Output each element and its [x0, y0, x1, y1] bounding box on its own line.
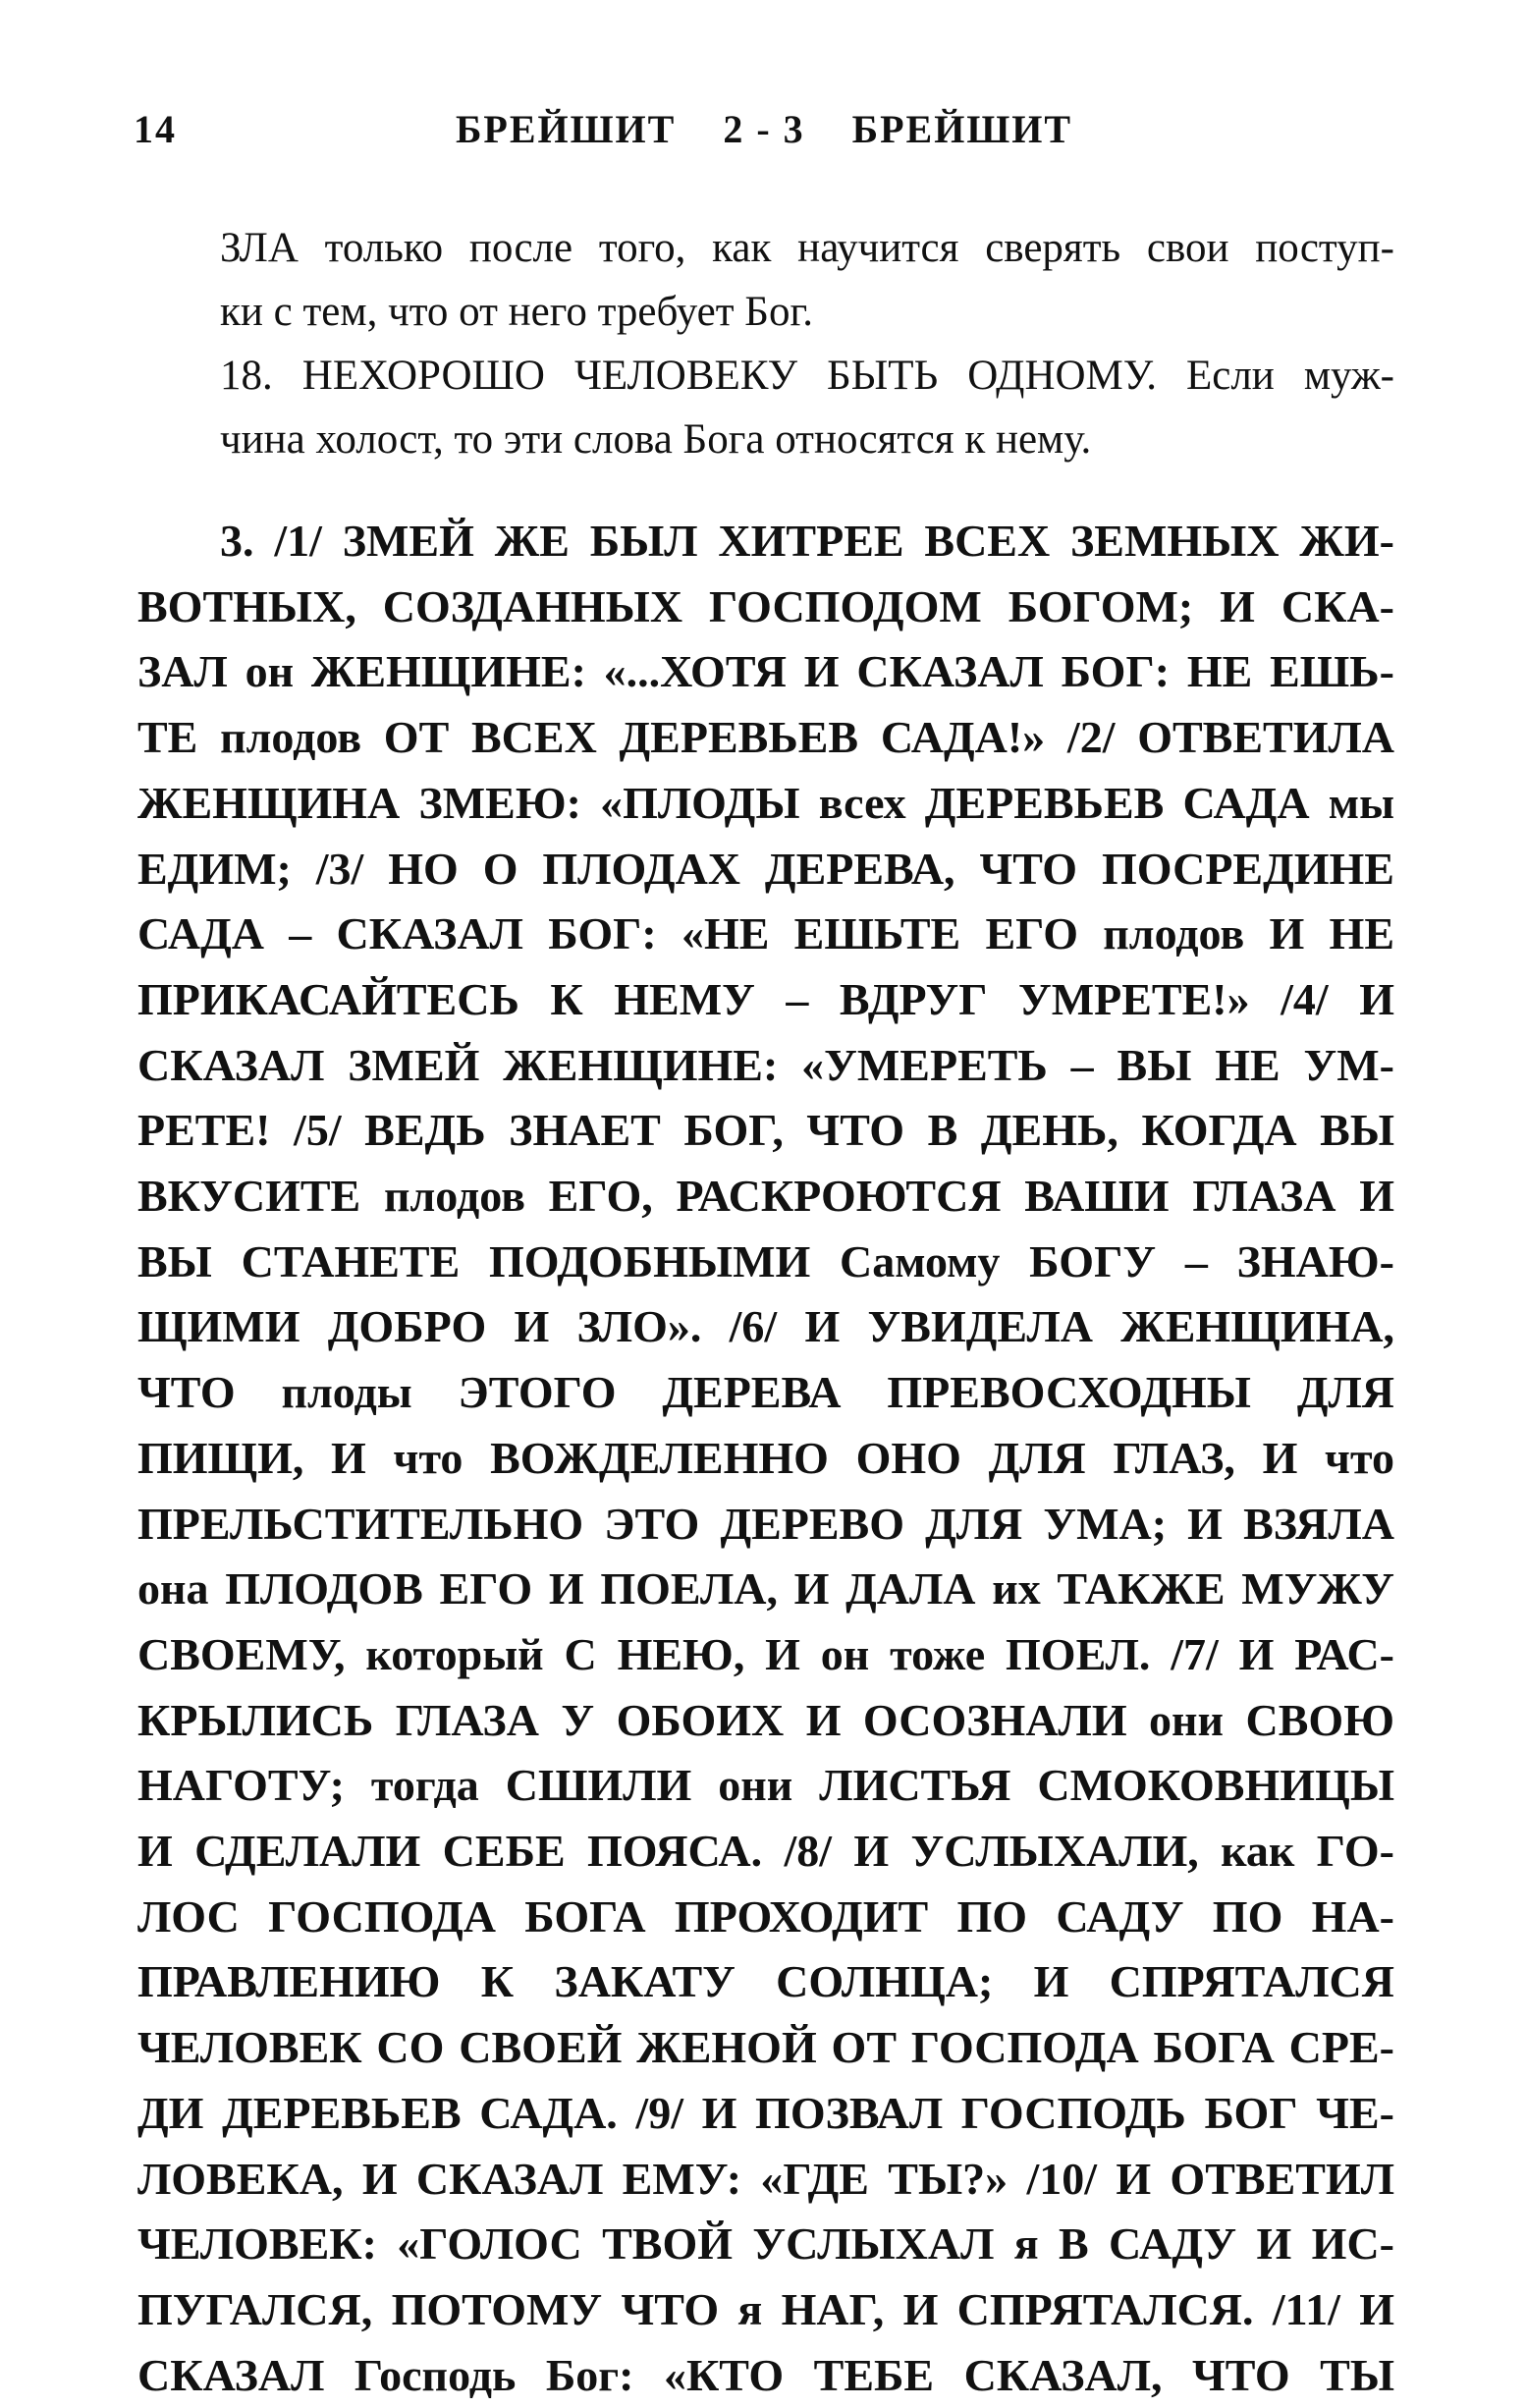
scripture-line: НАГОТУ; тогда СШИЛИ они ЛИСТЬЯ СМОКОВНИЦЫ: [137, 1760, 1394, 1811]
page-number: 14: [134, 107, 177, 151]
scripture-line: КРЫЛИСЬ ГЛАЗА У ОБОИХ И ОСОЗНАЛИ они СВОЮ: [137, 1694, 1394, 1745]
scripture-line: САДА – СКАЗАЛ БОГ: «НЕ ЕШЬТЕ ЕГО плодов И НЕ: [137, 908, 1394, 959]
commentary-line: ки с тем, что от него требует Бог.: [220, 289, 813, 335]
scripture-line: ЛОС ГОСПОДА БОГА ПРОХОДИТ ПО САДУ ПО НА-: [137, 1890, 1394, 1942]
scripture-line: ЛОВЕКА, И СКАЗАЛ ЕМУ: «ГДЕ ТЫ?» /10/ И ОТВЕТИЛ: [137, 2153, 1394, 2204]
scripture-line: СКАЗАЛ ЗМЕЙ ЖЕНЩИНЕ: «УМЕРЕТЬ – ВЫ НЕ УМ-: [137, 1039, 1394, 1090]
scripture-text: [137, 509, 1394, 2408]
scripture-line: ПУГАЛСЯ, ПОТОМУ ЧТО я НАГ, И СПРЯТАЛСЯ. /11/ И: [137, 2283, 1394, 2334]
running-title: БРЕЙШИТ 2 - 3 БРЕЙШИТ: [455, 107, 1073, 151]
scripture-line: РЕТЕ! /5/ ВЕДЬ ЗНАЕТ БОГ, ЧТО В ДЕНЬ, КОГДА ВЫ: [137, 1105, 1394, 1156]
scripture-line: ЧТО плоды ЭТОГО ДЕРЕВА ПРЕВОСХОДНЫ ДЛЯ: [137, 1367, 1394, 1418]
scripture-line: ПРИКАСАЙТЕСЬ К НЕМУ – ВДРУГ УМРЕТЕ!» /4/ И: [137, 973, 1394, 1024]
commentary-line: ЗЛА только после того, как научится сверять свои поступ-: [220, 225, 1394, 271]
scripture-line: ПРЕЛЬСТИТЕЛЬНО ЭТО ДЕРЕВО ДЛЯ УМА; И ВЗЯЛА: [137, 1498, 1394, 1549]
scripture-line: ЧЕЛОВЕК СО СВОЕЙ ЖЕНОЙ ОТ ГОСПОДА БОГА СРЕ-: [137, 2022, 1394, 2073]
scripture-line: СВОЕМУ, который С НЕЮ, И он тоже ПОЕЛ. /7/ И РАС-: [137, 1628, 1394, 1679]
scripture-line: ТЕ плодов ОТ ВСЕХ ДЕРЕВЬЕВ САДА!» /2/ ОТВЕТИЛА: [137, 712, 1394, 763]
scripture-line: ВКУСИТЕ плодов ЕГО, РАСКРОЮТСЯ ВАШИ ГЛАЗА И: [137, 1171, 1394, 1222]
scripture-line: 3. /1/ ЗМЕЙ ЖЕ БЫЛ ХИТРЕЕ ВСЕХ ЗЕМНЫХ ЖИ-: [220, 516, 1394, 566]
scripture-line: ЩИМИ ДОБРО И ЗЛО». /6/ И УВИДЕЛА ЖЕНЩИНА,: [137, 1301, 1394, 1352]
scripture-line: ВЫ СТАНЕТЕ ПОДОБНЫМИ Самому БОГУ – ЗНАЮ-: [137, 1235, 1394, 1286]
scripture-line: ЖЕНЩИНА ЗМЕЮ: «ПЛОДЫ всех ДЕРЕВЬЕВ САДА мы: [137, 777, 1394, 828]
scripture-line: И СДЕЛАЛИ СЕБЕ ПОЯСА. /8/ И УСЛЫХАЛИ, как ГО-: [137, 1826, 1394, 1877]
scripture-line: ВОТНЫХ, СОЗДАННЫХ ГОСПОДОМ БОГОМ; И СКА-: [137, 580, 1394, 631]
commentary-line: чина холост, то эти слова Бога относятся к нему.: [220, 416, 1092, 463]
scripture-line: ЧЕЛОВЕК: «ГОЛОС ТВОЙ УСЛЫХАЛ я В САДУ И ИС-: [137, 2218, 1394, 2270]
scripture-line: ЗАЛ он ЖЕНЩИНЕ: «...ХОТЯ И СКАЗАЛ БОГ: НЕ ЕШЬ-: [137, 646, 1394, 697]
scripture-line: ЕДИМ; /3/ НО О ПЛОДАХ ДЕРЕВА, ЧТО ПОСРЕДИНЕ: [137, 843, 1394, 894]
scripture-line: она ПЛОДОВ ЕГО И ПОЕЛА, И ДАЛА их ТАКЖЕ МУЖУ: [137, 1563, 1394, 1614]
commentary-line: 18. НЕХОРОШО ЧЕЛОВЕКУ БЫТЬ ОДНОМУ. Если муж-: [220, 353, 1394, 399]
scripture-line: СКАЗАЛ Господь Бог: «КТО ТЕБЕ СКАЗАЛ, ЧТО ТЫ: [137, 2349, 1394, 2400]
scripture-line: ДИ ДЕРЕВЬЕВ САДА. /9/ И ПОЗВАЛ ГОСПОДЬ БОГ ЧЕ-: [137, 2087, 1394, 2138]
scripture-line: ПРАВЛЕНИЮ К ЗАКАТУ СОЛНЦА; И СПРЯТАЛСЯ: [137, 1956, 1394, 2007]
commentary-paragraph: [137, 216, 1394, 471]
scripture-line: ПИЩИ, И что ВОЖДЕЛЕННО ОНО ДЛЯ ГЛАЗ, И что: [137, 1432, 1394, 1483]
page-header: [134, 106, 1394, 165]
